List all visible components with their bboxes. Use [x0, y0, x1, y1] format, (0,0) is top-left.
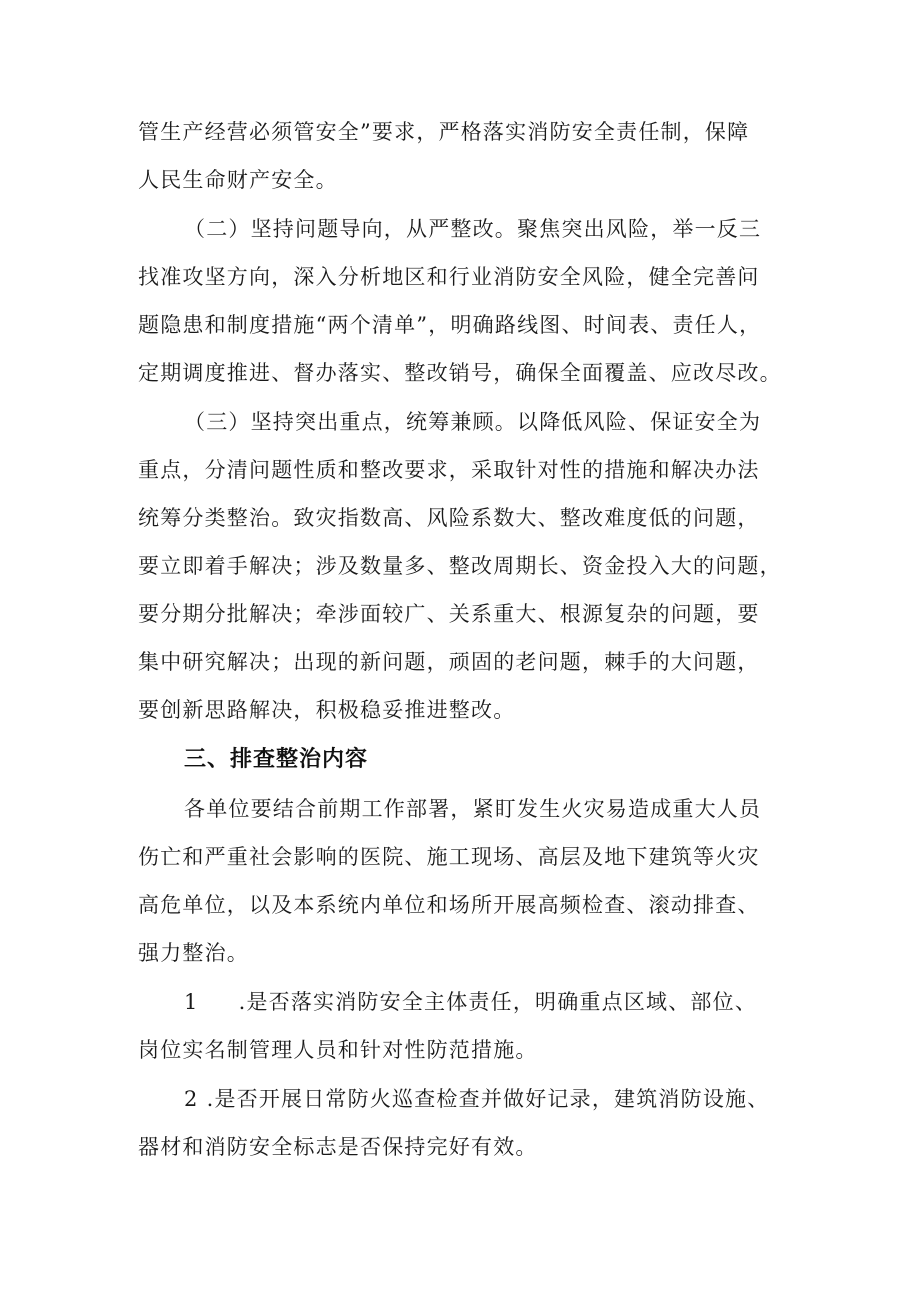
paragraph-4-line-3: 高危单位，以及本系统内单位和场所开展高频检查、滚动排查、	[138, 893, 760, 917]
paragraph-3-line-4: 要立即着手解决；涉及数量多、整改周期长、资金投入大的问题，	[138, 554, 782, 578]
item-2-text: .是否开展日常防火巡查检查并做好记录，建筑消防设施、	[206, 1087, 770, 1111]
paragraph-4-line-4: 强力整治。	[138, 941, 249, 965]
paragraph-3-line-1: （三）坚持突出重点，统筹兼顾。以降低风险、保证安全为	[184, 410, 762, 434]
item-2-number: 2	[184, 1087, 199, 1111]
paragraph-2-line-2: 找准攻坚方向，深入分析地区和行业消防安全风险，健全完善问	[138, 265, 760, 289]
paragraph-3-line-7: 要创新思路解决，积极稳妥推进整改。	[138, 698, 516, 722]
paragraph-3-line-5: 要分期分批解决；牵涉面较广、关系重大、根源复杂的问题，要	[138, 602, 760, 626]
item-1-line-2: 岗位实名制管理人员和针对性防范措施。	[138, 1038, 538, 1062]
paragraph-2-line-3: 题隐患和制度措施“两个清单”，明确路线图、时间表、责任人，	[138, 313, 762, 337]
item-2-line-2: 器材和消防安全标志是否保持完好有效。	[138, 1135, 538, 1159]
paragraph-1-line-1: 管生产经营必须管安全”要求，严格落实消防安全责任制，保障	[138, 120, 750, 144]
item-1-text: .是否落实消防安全主体责任，明确重点区域、部位、	[238, 990, 758, 1014]
item-1-line-1	[184, 987, 864, 1017]
paragraph-1-line-2: 人民生命财产安全。	[138, 168, 338, 192]
item-1-number: 1	[184, 990, 199, 1014]
paragraph-3-line-2: 重点，分清问题性质和整改要求，采取针对性的措施和解决办法	[138, 458, 760, 482]
paragraph-2-line-4: 定期调度推进、督办落实、整改销号，确保全面覆盖、应改尽改。	[138, 361, 782, 385]
paragraph-4-line-1: 各单位要结合前期工作部署，紧盯发生火灾易造成重大人员	[184, 797, 762, 821]
paragraph-3-line-6: 集中研究解决；出现的新问题，顽固的老问题，棘手的大问题，	[138, 650, 760, 674]
paragraph-3-line-3: 统筹分类整治。致灾指数高、风险系数大、整改难度低的问题，	[138, 506, 760, 530]
paragraph-2-line-1: （二）坚持问题导向，从严整改。聚焦突出风险，举一反三	[184, 217, 762, 241]
item-2-line-1	[184, 1084, 864, 1114]
paragraph-4-line-2: 伤亡和严重社会影响的医院、施工现场、高层及地下建筑等火灾	[138, 845, 760, 869]
section-3-heading: 三、排查整治内容	[184, 747, 369, 772]
